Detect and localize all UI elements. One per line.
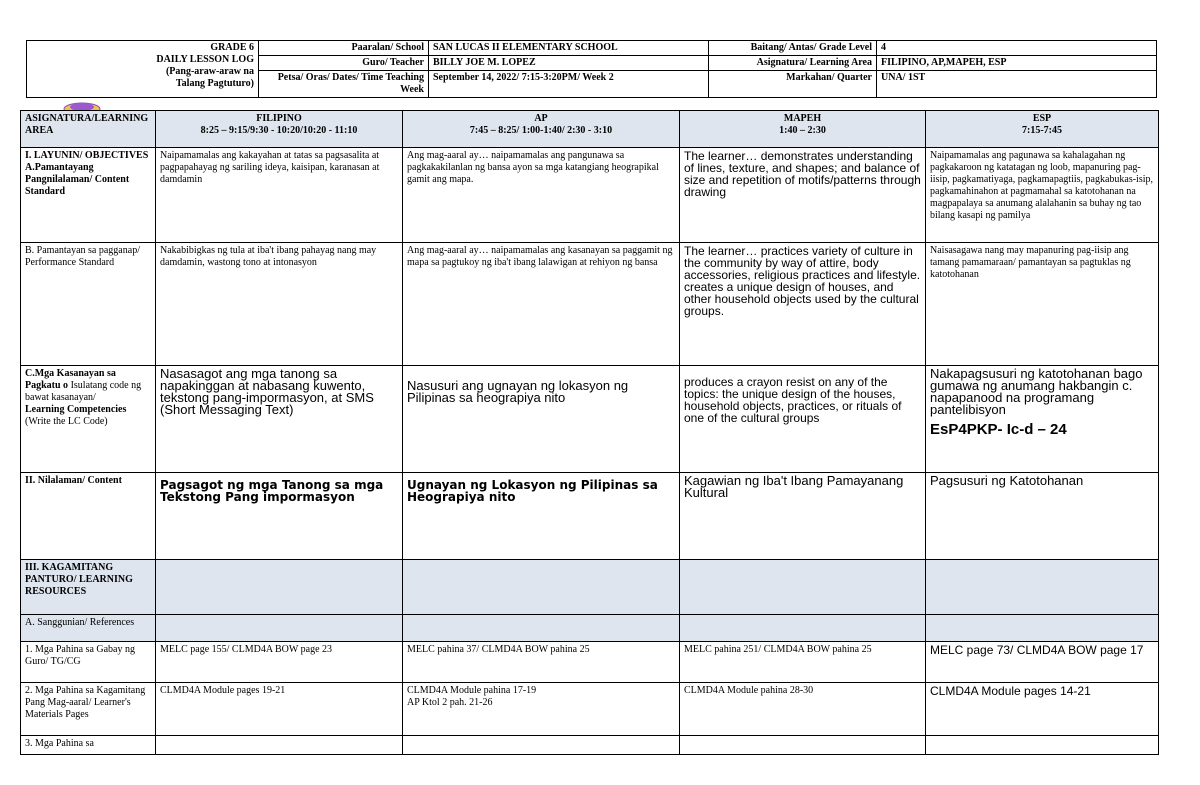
mapeh-competency: produces a crayon resist on any of the topics: the unique design of the houses, household objects, practices, or rituals of one of the cultural groups (680, 366, 926, 473)
ap-materials-line2: AP Ktol 2 pah. 21-26 (407, 697, 493, 708)
grade-line: GRADE 6 (210, 42, 254, 53)
content-label: II. Nilalaman/ Content (25, 475, 122, 486)
mapeh-guide-pages: MELC pahina 251/ CLMD4A BOW pahina 25 (680, 642, 926, 683)
date-value: September 14, 2022/ 7:15-3:20PM/ Week 2 (429, 71, 709, 98)
textbook-pages-label: 3. Mga Pahina sa (21, 736, 156, 755)
quarter-label: Markahan/ Quarter (709, 71, 877, 98)
materials-pages-row (21, 683, 1159, 736)
learning-area-label: Asignatura/ Learning Area (709, 56, 877, 71)
esp-content-standard: Naipamamalas ang pagunawa sa kahalagahan ng pagkakaroon ng katatagan ng loob, mapanuring pag-iisip, pagkamatiyaga, pagkamapagtiis, pagkabukas-isip, pagkamahinahon at pagmamahal sa katotohanan na magpapalaya sa anumang alalahanin sa buhay ng tao bilang kasapi ng pamilya (926, 148, 1159, 243)
esp-lc-code: EsP4PKP- Ic-d – 24 (930, 421, 1067, 438)
filipino-time: 8:25 – 9:15/9:30 - 10:20/10:20 - 11:10 (200, 125, 358, 136)
esp-time: 7:15-7:45 (1022, 125, 1062, 136)
header-table (26, 40, 1157, 98)
filipino-header (156, 111, 403, 148)
mapeh-header (680, 111, 926, 148)
esp-name: ESP (1032, 113, 1052, 124)
content-standard-label-cell (21, 148, 156, 243)
filipino-competency: Nasasagot ang mga tanong sa napakinggan at nabasang kuwento, tekstong pang-impormasyon, at SMS (Short Messaging Text) (156, 366, 403, 473)
guide-pages-label: 1. Mga Pahina sa Gabay ng Guro/ TG/CG (21, 642, 156, 683)
performance-standard-label: B. Pamantayan sa pagganap/ Performance Standard (21, 243, 156, 366)
filipino-textbook-pages (156, 736, 403, 755)
mapeh-time: 1:40 – 2:30 (779, 125, 826, 136)
teacher-value: BILLY JOE M. LOPEZ (429, 56, 709, 71)
objectives-label: I. LAYUNIN/ OBJECTIVES (25, 150, 149, 161)
filipino-content: Pagsagot ng mga Tanong sa mga Tekstong Pang impormasyon (156, 473, 403, 560)
competencies-label-plain2: (Write the LC Code) (25, 416, 108, 427)
subjects-header-row (21, 111, 1159, 148)
learning-area-value: FILIPINO, AP,MAPEH, ESP (877, 56, 1157, 71)
filipino-materials-pages: CLMD4A Module pages 19-21 (156, 683, 403, 736)
ap-guide-pages: MELC pahina 37/ CLMD4A BOW pahina 25 (403, 642, 680, 683)
pang-line: (Pang-araw-araw na (165, 66, 254, 77)
date-label: Petsa/ Oras/ Dates/ Time Teaching Week (259, 71, 429, 98)
filipino-guide-pages: MELC page 155/ CLMD4A BOW page 23 (156, 642, 403, 683)
ap-header (403, 111, 680, 148)
mapeh-references (680, 615, 926, 642)
filipino-name: FILIPINO (256, 113, 302, 124)
ap-textbook-pages (403, 736, 680, 755)
esp-header (926, 111, 1159, 148)
esp-materials-pages: CLMD4A Module pages 14-21 (926, 683, 1159, 736)
competencies-label-bold2: Learning Competencies (25, 404, 127, 415)
quarter-value: UNA/ 1ST (877, 71, 1157, 98)
grade-level-label: Baitang/ Antas/ Grade Level (709, 41, 877, 56)
esp-content: Pagsusuri ng Katotohanan (926, 473, 1159, 560)
competencies-row (21, 366, 1159, 473)
school-label: Paaralan/ School (259, 41, 429, 56)
filipino-performance-standard: Nakabibigkas ng tula at iba't ibang pahayag nang may damdamin, wastong tono at intonasyon (156, 243, 403, 366)
filipino-resources (156, 560, 403, 615)
ap-materials-line1: CLMD4A Module pahina 17-19 (407, 685, 537, 696)
content-label-cell (21, 473, 156, 560)
resources-label: III. KAGAMITANG PANTURO/ LEARNING RESOURCES (25, 562, 133, 597)
header-left-title (27, 41, 259, 98)
mapeh-content-standard: The learner… demonstrates understanding of lines, texture, and shapes; and balance of size and repetition of motifs/patterns through drawing (680, 148, 926, 243)
ap-performance-standard: Ang mag-aaral ay… naipamamalas ang kasanayan sa paggamit ng mapa sa pagtukoy ng iba't ibang lalawigan at rehiyon ng bansa (403, 243, 680, 366)
mapeh-textbook-pages (680, 736, 926, 755)
esp-guide-pages: MELC page 73/ CLMD4A BOW page 17 (926, 642, 1159, 683)
materials-pages-label: 2. Mga Pahina sa Kagamitang Pang Mag-aaral/ Learner's Materials Pages (21, 683, 156, 736)
filipino-references (156, 615, 403, 642)
esp-performance-standard: Naisasagawa nang may mapanuring pag-iisip ang tamang pamamaraan/ pamantayan sa pagtuklas ng katotohanan (926, 243, 1159, 366)
filipino-content-standard: Naipamamalas ang kakayahan at tatas sa pagsasalita at pagpapahayag ng sariling ideya, kaisipan, karanasan at damdamin (156, 148, 403, 243)
ap-references (403, 615, 680, 642)
area-header-label: ASIGNATURA/LEARNING AREA (25, 113, 149, 136)
esp-references (926, 615, 1159, 642)
mapeh-performance-standard: The learner… practices variety of culture in the community by way of attire, body accessories, religious practices and lifestyle. creates a unique design of houses, and other household objects used by the cultural groups. (680, 243, 926, 366)
mapeh-content: Kagawian ng Iba't Ibang Pamayanang Kultural (680, 473, 926, 560)
ap-time: 7:45 – 8:25/ 1:00-1:40/ 2:30 - 3:10 (469, 125, 613, 136)
area-header-cell (21, 111, 156, 148)
lesson-log-table (20, 110, 1159, 755)
ap-resources (403, 560, 680, 615)
references-row (21, 615, 1159, 642)
competencies-label-cell (21, 366, 156, 473)
competencies-label-plain1: Isulatang code ng bawat kasanayan/ (25, 380, 142, 403)
resources-label-cell (21, 560, 156, 615)
ap-content: Ugnayan ng Lokasyon ng Pilipinas sa Heograpiya nito (403, 473, 680, 560)
esp-competency: Nakapagsusuri ng katotohanan bago gumawa ng anumang hakbangin c. napapanood na programang pantelibisyon (930, 366, 1143, 417)
textbook-pages-row (21, 736, 1159, 755)
mapeh-materials-pages: CLMD4A Module pahina 28-30 (680, 683, 926, 736)
ap-name: AP (534, 113, 548, 124)
esp-resources (926, 560, 1159, 615)
guide-pages-row (21, 642, 1159, 683)
resources-row (21, 560, 1159, 615)
school-value: SAN LUCAS II ELEMENTARY SCHOOL (429, 41, 709, 56)
esp-textbook-pages (926, 736, 1159, 755)
references-label: A. Sanggunian/ References (21, 615, 156, 642)
ap-content-standard: Ang mag-aaral ay… naipamamalas ang pangunawa sa pagkakakilanlan ng bansa ayon sa mga katangiang heograpikal gamit ang mapa. (403, 148, 680, 243)
content-standard-label: A.Pamantayang Pangnilalaman/ Content Standard (25, 162, 130, 197)
teacher-label: Guro/ Teacher (259, 56, 429, 71)
dll-line: DAILY LESSON LOG (156, 54, 254, 65)
talang-line: Talang Pagtuturo) (175, 78, 254, 89)
mapeh-resources (680, 560, 926, 615)
performance-standard-row (21, 243, 1159, 366)
content-row (21, 473, 1159, 560)
grade-level-value: 4 (877, 41, 1157, 56)
content-standard-row (21, 148, 1159, 243)
ap-materials-pages-cell (403, 683, 680, 736)
esp-competency-cell (926, 366, 1159, 473)
ap-competency: Nasusuri ang ugnayan ng lokasyon ng Pilipinas sa heograpiya nito (403, 366, 680, 473)
competencies-label-bold1: C.Mga Kasanayan sa Pagkatu o (25, 368, 116, 391)
mapeh-name: MAPEH (783, 113, 822, 124)
